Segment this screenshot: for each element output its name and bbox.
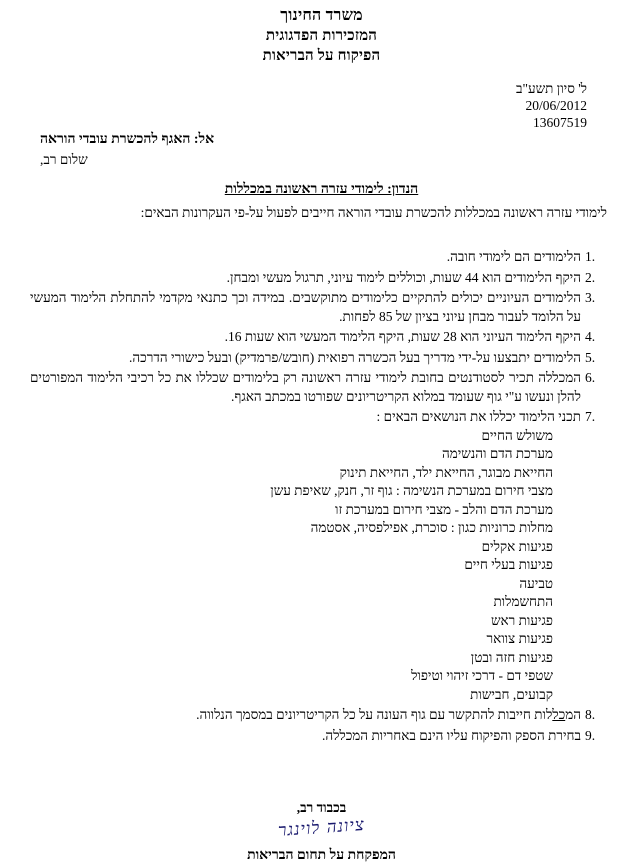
clause-number: 2. <box>585 269 596 285</box>
clause-subitem: שטפי דם - דרכי זיהוי וטיפול <box>411 668 553 683</box>
clause-subitem: קבועים, חבישות <box>470 686 553 702</box>
clause-number: 5. <box>585 349 596 365</box>
subject-line: הנדון: לימודי עזרה ראשונה במכללות <box>224 182 419 197</box>
intro-paragraph: לימודי עזרה ראשונה במכללות להכשרת עובדי הוראה חייבים לפעול על-פי העקרונות הבאים: <box>140 205 607 220</box>
clause-number: 1. <box>585 249 596 264</box>
clause-text: היקף הלימודים הוא 44 שעות, וכוללים לימוד עיוני, תרגול מעשי ומבחן. <box>226 269 581 285</box>
clause-item <box>30 328 607 347</box>
document-meta <box>516 80 587 131</box>
greeting: שלום רב, <box>40 152 88 167</box>
emphasis-word: כל <box>552 707 566 722</box>
clause-text: הלימודים העיוניים יכולים להתקיים כלימודים מתוקשבים. במידה וכך כתנאי מקדמי להתחלת הלימוד המעשי על הלומד לעבור מבחן עיוני בציון של 85 לפחות. <box>30 290 581 324</box>
clause-number: 9. <box>585 727 596 743</box>
clause-subitem: מצבי חירום במערכת הנשימה : גוף זר, חנק, שאיפת עשן <box>270 483 553 498</box>
clause-subitem: החייאת מבוגר, החייאת ילד, החייאת תינוק <box>339 464 553 480</box>
clause-item <box>30 349 607 368</box>
clause-text: המכללה תכיר לסטודנטים בחובת לימודי עזרה ראשונה רק בלימודים שכללו את כל רכיבי הלימוד המפורטים להלן ונעשו ע"י גוף שעומד במלוא הקריטריונים שפורטו במכתב האגף. <box>30 370 581 404</box>
clause-subitem: מחלות כרוניות כגון : סוכרת, אפילפסיה, אסטמה <box>310 520 553 535</box>
clause-number: 8. <box>585 707 596 722</box>
clause-item <box>30 248 607 267</box>
ministry-name: משרד החינוך <box>280 7 363 24</box>
letterhead <box>0 0 643 66</box>
reference-number: 13607519 <box>533 115 587 130</box>
clause-list <box>30 248 607 747</box>
clause-item <box>30 289 607 326</box>
hebrew-date: ל' סיון תשע"ב <box>515 81 587 96</box>
addressee: אל: האגף להכשרת עובדי הוראה <box>40 132 215 147</box>
department-name: המזכירות הפדגוגית <box>265 28 378 44</box>
clause-number: 6. <box>585 370 596 385</box>
clause-number: 7. <box>585 409 596 424</box>
clause-subitem: פגיעות ראש <box>490 612 553 628</box>
clause-item <box>30 727 607 746</box>
clause-text: בחירת הספק והפיקוח עליו הינם באחריות המכללה. <box>321 727 581 743</box>
signoff-block <box>0 800 643 842</box>
unit-name: הפיקוח על הבריאות <box>262 48 381 64</box>
clause-subitem: פגיעות אקלים <box>481 538 553 554</box>
gregorian-date: 20/06/2012 <box>525 98 587 113</box>
clause-subitem: פגיעות חזה ובטן <box>470 649 553 665</box>
clause-subitem: משולש החיים <box>481 427 553 443</box>
clause-number: 3. <box>585 290 596 305</box>
clause-text: היקף הלימוד העיוני הוא 28 שעות, היקף הלימוד המעשי הוא שעות 16. <box>224 329 581 344</box>
clause-item <box>30 706 607 725</box>
clause-subitem: פגיעות צוואר <box>486 631 553 646</box>
clause-item <box>30 408 607 704</box>
clause-text: הלימודים יתבצעו על-ידי מדריך בעל הכשרה רפואית (חובש/פרמדיק) ובעל כישורי הדרכה. <box>129 349 581 365</box>
clause-subitem: טביעה <box>519 575 553 591</box>
signer-role: המפקחת על תחום הבריאות <box>247 848 396 863</box>
clause-item <box>30 269 607 288</box>
clause-text: הלימודים הם לימודי חובה. <box>446 249 581 264</box>
clause-subitem: מערכת הדם והלב - מצבי חירום במערכת זו <box>335 501 553 517</box>
signature: ציונה לוינגר <box>277 814 366 842</box>
clause-number: 4. <box>585 329 596 344</box>
clause-item <box>30 369 607 406</box>
clause-text: תכני הלימוד יכללו את הנושאים הבאים : <box>376 409 581 424</box>
clause-text: המכללות חייבות להתקשר עם גוף העונה על כל הקריטריונים במסמך הנלווה. <box>196 707 581 722</box>
clause-subitem: פגיעות בעלי חיים <box>464 557 553 572</box>
clause-subitem: התחשמלות <box>493 594 553 609</box>
closing-salutation: בכבוד רב, <box>296 800 347 815</box>
clause-subitem: מערכת הדם והנשימה <box>441 446 553 461</box>
